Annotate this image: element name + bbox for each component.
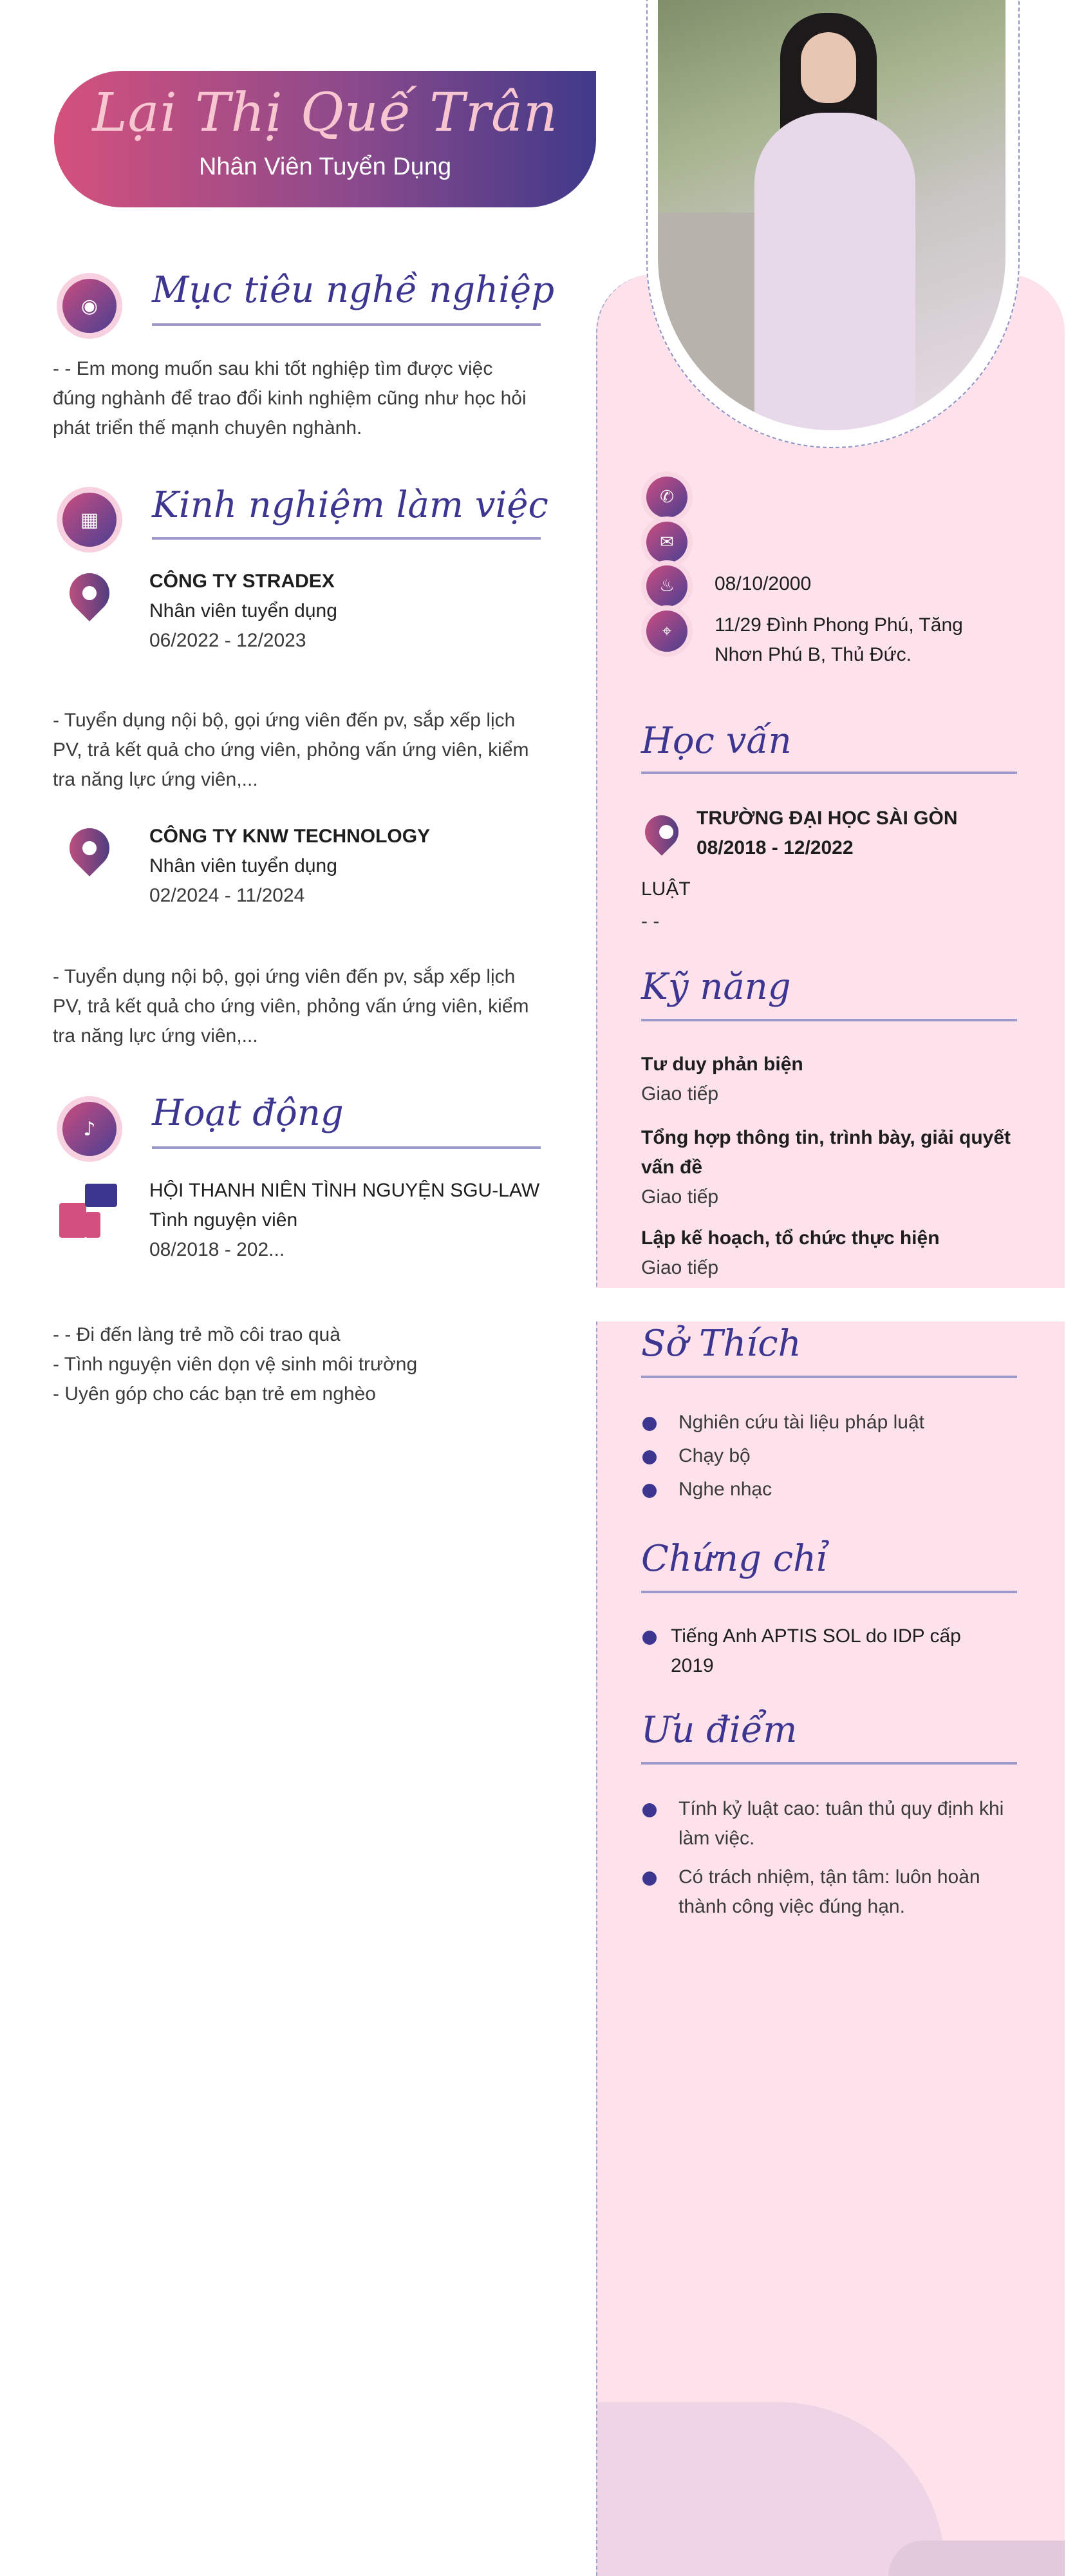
strengths-title: Ưu điểm — [641, 1709, 798, 1751]
profile-photo — [658, 0, 1005, 430]
job-position: Nhân viên tuyển dụng — [149, 855, 337, 876]
objective-rule — [152, 323, 541, 326]
experience-desc-2: - Tuyển dụng nội bộ, gọi ứng viên đến pv, sắp xếp lịch PV, trả kết quả cho ứng viên, phỏng vấn ứng viên, kiểm tra năng lực ứng viên,... — [53, 966, 529, 1046]
experience-desc-1: - Tuyển dụng nội bộ, gọi ứng viên đến pv, sắp xếp lịch PV, trả kết quả cho ứng viên, phỏng vấn ứng viên, kiểm tra năng lực ứng viên,... — [53, 710, 529, 790]
education-rule — [641, 772, 1017, 774]
bullet-icon — [642, 1484, 657, 1498]
skills-title: Kỹ năng — [641, 966, 791, 1008]
major-text: LUẬT — [641, 878, 691, 900]
education-title: Học vấn — [641, 720, 792, 762]
company-name: CÔNG TY STRADEX — [149, 571, 335, 592]
hobby-item: Nghiên cứu tài liệu pháp luật — [678, 1412, 925, 1433]
job-period: 02/2024 - 11/2024 — [149, 885, 305, 906]
envelope-icon: ✉ — [641, 516, 693, 568]
skill-item: Tư duy phản biện Giao tiếp — [641, 1054, 803, 1104]
skill-item: Tổng hợp thông tin, trình bày, giải quyết vấn đề Giao tiếp — [641, 1127, 1011, 1208]
bullet-icon — [642, 1803, 657, 1817]
candidate-role: Nhân Viên Tuyển Dụng — [198, 153, 452, 180]
education-period: 08/2018 - 12/2022 — [697, 837, 854, 858]
school-name: TRƯỜNG ĐẠI HỌC SÀI GÒN — [697, 808, 958, 829]
phone-icon: ✆ — [641, 471, 693, 523]
bullet-icon — [642, 1417, 657, 1431]
bullet-icon — [642, 1871, 657, 1886]
hobbies-title: Sở Thích — [641, 1323, 801, 1365]
job-position: Nhân viên tuyển dụng — [149, 600, 337, 621]
bell-icon: ♪ — [57, 1096, 122, 1162]
birthday-text: 08/10/2000 — [715, 573, 812, 594]
strength-item: Có trách nhiệm, tận tâm: luôn hoàn thành công việc đúng hạn. — [678, 1866, 980, 1917]
certificates-rule — [641, 1591, 1017, 1593]
experience-item-1 — [149, 567, 337, 656]
strengths-rule — [641, 1762, 1017, 1765]
bullet-icon — [642, 1631, 657, 1645]
location-icon: ⌖ — [641, 605, 693, 657]
cake-icon: ♨ — [641, 560, 693, 612]
activity-period: 08/2018 - 202... — [149, 1239, 285, 1260]
sidebar-panel-continued — [596, 1321, 1065, 2576]
certificates-title: Chứng chỉ — [641, 1538, 828, 1580]
education-item — [697, 804, 957, 863]
decorative-shape — [888, 2541, 1065, 2576]
experience-item-2 — [149, 822, 430, 911]
skill-item: Lập kế hoạch, tổ chức thực hiện Giao tiếp — [641, 1227, 940, 1278]
certificate-item: Tiếng Anh APTIS SOL do IDP cấp 2019 — [671, 1625, 961, 1676]
activity-position: Tình nguyện viên — [149, 1209, 298, 1231]
skills-rule — [641, 1019, 1017, 1021]
experience-rule — [152, 537, 541, 540]
location-pin-icon — [61, 565, 118, 621]
objective-title: Mục tiêu nghề nghiệp — [152, 269, 555, 311]
organization-name: HỘI THANH NIÊN TÌNH NGUYỆN SGU-LAW — [149, 1180, 540, 1201]
activities-rule — [152, 1146, 541, 1149]
location-pin-icon — [61, 820, 118, 876]
activities-title: Hoạt động — [152, 1092, 344, 1134]
experience-title: Kinh nghiệm làm việc — [152, 484, 548, 526]
bullet-icon — [642, 1450, 657, 1464]
activity-item — [149, 1176, 539, 1265]
company-name: CÔNG TY KNW TECHNOLOGY — [149, 826, 431, 847]
hobbies-rule — [641, 1376, 1017, 1378]
hobby-item: Nghe nhạc — [678, 1479, 772, 1500]
education-note: - - — [641, 911, 660, 932]
address-text: 11/29 Đình Phong Phú, Tăng Nhơn Phú B, Thủ Đức. — [715, 614, 963, 665]
hobby-item: Chạy bộ — [678, 1445, 751, 1466]
candidate-name: Lại Thị Quế Trân — [92, 82, 558, 144]
strength-item: Tính kỷ luật cao: tuân thủ quy định khi làm việc. — [678, 1798, 1004, 1849]
job-period: 06/2022 - 12/2023 — [149, 630, 306, 651]
puzzle-icon — [59, 1184, 117, 1242]
objective-text: - - Em mong muốn sau khi tốt nghiệp tìm được việc đúng nghành để trao đổi kinh nghiệm cũng như học hỏi phát triển thế mạnh chuyên nghành. — [53, 358, 527, 439]
target-icon: ◉ — [57, 273, 122, 339]
calendar-icon: ▦ — [57, 487, 122, 553]
header-banner — [54, 71, 596, 207]
activity-desc: - - Đi đến làng trẻ mồ côi trao quà - Tình nguyện viên dọn vệ sinh môi trường - Uyên góp cho các bạn trẻ em nghèo — [53, 1324, 418, 1405]
